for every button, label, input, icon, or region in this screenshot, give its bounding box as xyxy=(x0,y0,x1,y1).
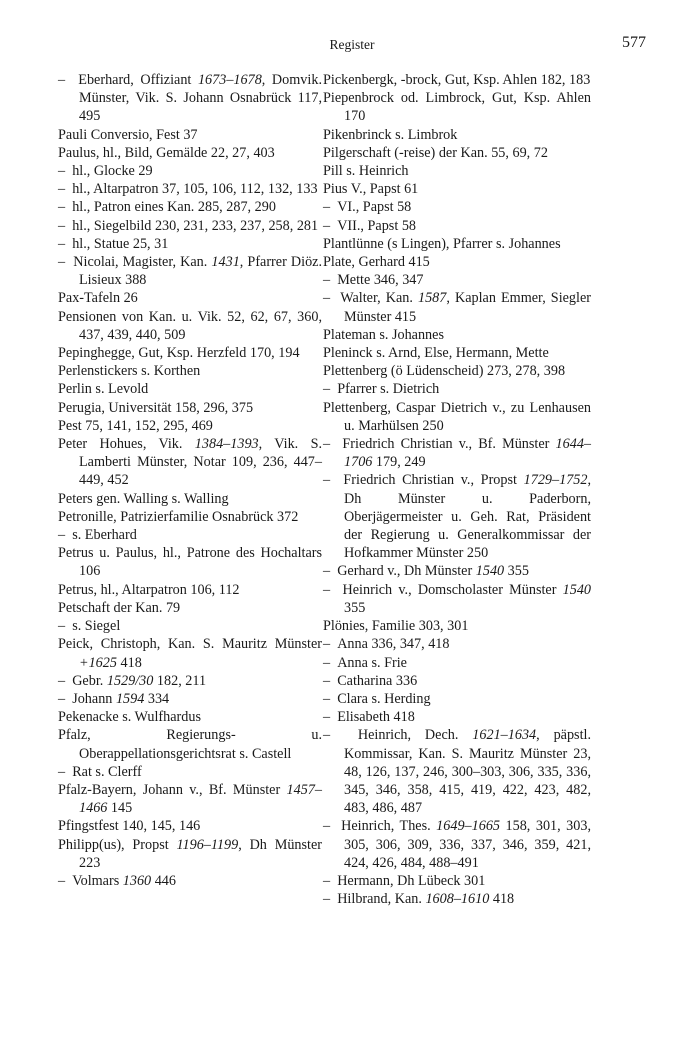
index-subentry xyxy=(323,581,591,617)
entry-text: 182, 211 xyxy=(153,672,207,689)
index-column-left xyxy=(58,71,322,890)
entry-text: Clara s. Herding xyxy=(337,690,431,707)
index-subentry xyxy=(58,180,322,198)
index-entry xyxy=(58,708,322,726)
entry-date: 1621–1634 xyxy=(472,727,537,744)
entry-text: , Domvik. Münster, Vik. S. Johann Osnabrück 117, 495 xyxy=(79,72,322,125)
entry-date: 1360 xyxy=(122,872,152,889)
index-entry xyxy=(323,89,591,125)
entry-text: 418 xyxy=(116,654,142,671)
index-subentry xyxy=(58,872,322,890)
entry-date: 1673–1678 xyxy=(197,72,262,88)
entry-text: 158, 301, 303, 305, 306, 309, 336, 337, 346, 359, 421, 424, 426, 484, 488–491 xyxy=(344,818,592,871)
entry-date: 1608–1610 xyxy=(425,891,490,908)
entry-text: Perugia, Universität 158, 296, 375 xyxy=(58,399,254,416)
entry-text: Petschaft der Kan. 79 xyxy=(58,599,181,616)
entry-text: Pill s. Heinrich xyxy=(323,163,409,180)
index-subentry xyxy=(323,380,591,398)
entry-text: Petrus, hl., Altarpatron 106, 112 xyxy=(58,581,240,598)
entry-text: Pilgerschaft (-reise) der Kan. 55, 69, 72 xyxy=(323,144,548,161)
index-entry xyxy=(58,490,322,508)
entry-date: 1587 xyxy=(417,290,447,307)
index-entry xyxy=(58,581,322,599)
entry-text: Pfingstfest 140, 145, 146 xyxy=(58,818,201,835)
entry-text: Eberhard, Offiziant xyxy=(78,72,198,88)
entry-text: Anna 336, 347, 418 xyxy=(337,636,450,653)
entry-date: 1196–1199 xyxy=(176,836,239,853)
entry-text: Perlin s. Levold xyxy=(58,381,149,398)
index-entry xyxy=(323,399,591,435)
entry-date: 1529/30 xyxy=(106,672,154,689)
index-subentry xyxy=(323,435,591,471)
index-entry xyxy=(58,399,322,417)
entry-text: , Pfarrer Diöz. Lisieux 388 xyxy=(79,254,323,289)
entry-text: Gebr. xyxy=(72,672,107,689)
index-entry xyxy=(323,326,591,344)
index-entry xyxy=(58,599,322,617)
entry-text: Nicolai, Magister, Kan. xyxy=(73,254,212,271)
entry-text: , Dh Münster u. Paderborn, Oberjägermeister u. Geh. Rat, Präsident der Regierung u. Generalkommissar der Hofkammer Münster 250 xyxy=(344,472,592,562)
index-entry xyxy=(58,544,322,580)
entry-text: Paulus, hl., Bild, Gemälde 22, 27, 403 xyxy=(58,144,275,161)
entry-date: 1540 xyxy=(475,563,505,580)
entry-text: Pickenbergk, -brock, Gut, Ksp. Ahlen 182, 183 xyxy=(323,72,591,88)
index-entry xyxy=(323,235,591,253)
entry-text: Rat s. Clerff xyxy=(72,763,142,780)
index-subentry xyxy=(323,198,591,216)
entry-text: Catharina 336 xyxy=(337,672,418,689)
entry-text: Pfalz, Regierungs- u. Oberappellationsgerichtsrat s. Castell xyxy=(58,727,322,762)
index-subentry xyxy=(58,162,322,180)
entry-date: 1644–1706 xyxy=(344,436,592,471)
entry-text: 179, 249 xyxy=(372,454,426,471)
entry-text: hl., Altarpatron 37, 105, 106, 112, 132, 133 xyxy=(72,181,318,198)
entry-text: Pax-Tafeln 26 xyxy=(58,290,138,307)
entry-text: 446 xyxy=(151,872,176,889)
index-entry xyxy=(58,308,322,344)
entry-text: Heinrich, Dech. xyxy=(357,727,473,744)
page-number: 577 xyxy=(622,34,646,51)
index-entry xyxy=(58,417,322,435)
entry-text: Plantlünne (s Lingen), Pfarrer s. Johannes xyxy=(323,235,561,252)
entry-date: 1384–1393 xyxy=(194,436,259,453)
index-subentry xyxy=(323,471,591,562)
index-entry xyxy=(323,253,591,271)
entry-text: Anna s. Frie xyxy=(337,654,407,671)
entry-text: Plönies, Familie 303, 301 xyxy=(323,618,469,635)
entry-text: , Dh Münster 223 xyxy=(79,836,322,871)
entry-text: Pikenbrinck s. Limbrok xyxy=(323,126,458,143)
index-subentry xyxy=(323,817,591,872)
index-entry xyxy=(323,180,591,198)
index-entry xyxy=(323,144,591,162)
entry-text: Friedrich Christian v., Propst xyxy=(343,472,524,489)
index-entry xyxy=(58,635,322,671)
entry-text: Pekenacke s. Wulfhardus xyxy=(58,709,201,726)
index-subentry xyxy=(323,708,591,726)
index-subentry xyxy=(58,690,322,708)
entry-text: Mette 346, 347 xyxy=(337,272,424,289)
index-entry xyxy=(58,344,322,362)
index-subentry xyxy=(58,763,322,781)
entry-text: Peter Hohues, Vik. xyxy=(58,436,195,453)
entry-date: 1594 xyxy=(115,690,145,707)
entry-text: s. Eberhard xyxy=(72,527,137,544)
entry-text: hl., Siegelbild 230, 231, 233, 237, 258, 281 xyxy=(72,217,319,234)
index-entry xyxy=(58,781,322,817)
entry-text: 355 xyxy=(344,599,366,616)
entry-text: Piepenbrock od. Limbrock, Gut, Ksp. Ahlen 170 xyxy=(323,90,591,125)
entry-date: 1457–1466 xyxy=(79,781,322,817)
entry-text: hl., Glocke 29 xyxy=(72,163,153,180)
index-subentry xyxy=(323,654,591,672)
index-entry xyxy=(323,162,591,180)
entry-text: Pius V., Papst 61 xyxy=(323,181,419,198)
entry-text: Friedrich Christian v., Bf. Münster xyxy=(342,436,556,453)
index-subentry xyxy=(58,526,322,544)
entry-text: Gerhard v., Dh Münster xyxy=(337,563,476,580)
index-subentry xyxy=(58,198,322,216)
entry-text: Pleninck s. Arnd, Else, Hermann, Mette xyxy=(323,345,549,362)
index-entry xyxy=(323,344,591,362)
entry-text: Philipp(us), Propst xyxy=(58,836,177,853)
entry-text: Hilbrand, Kan. xyxy=(337,891,426,908)
page-header xyxy=(58,34,646,58)
index-subentry xyxy=(323,726,591,817)
entry-text: Plate, Gerhard 415 xyxy=(323,254,430,271)
index-subentry xyxy=(323,890,591,908)
index-subentry xyxy=(58,672,322,690)
index-entry xyxy=(58,362,322,380)
index-subentry xyxy=(323,872,591,890)
index-subentry xyxy=(323,217,591,235)
entry-text: Plettenberg (ö Lüdenscheid) 273, 278, 398 xyxy=(323,363,566,380)
entry-text: VI., Papst 58 xyxy=(337,199,412,216)
entry-text: Heinrich, Thes. xyxy=(341,818,437,835)
index-subentry xyxy=(58,253,322,289)
index-subentry xyxy=(323,289,591,325)
index-entry xyxy=(58,836,322,872)
entry-date: 1540 xyxy=(562,581,592,598)
index-subentry xyxy=(58,617,322,635)
entry-text: 418 xyxy=(489,891,515,908)
index-entry xyxy=(58,380,322,398)
entry-text: Pauli Conversio, Fest 37 xyxy=(58,126,198,143)
index-entry xyxy=(323,71,591,89)
index-subentry xyxy=(58,71,322,126)
entry-text: Johann xyxy=(72,690,116,707)
entry-text: Volmars xyxy=(72,872,123,889)
index-subentry xyxy=(323,690,591,708)
entry-text: 334 xyxy=(144,690,170,707)
entry-text: s. Siegel xyxy=(72,618,121,635)
entry-text: Walter, Kan. xyxy=(340,290,418,307)
entry-date: 1649–1665 xyxy=(436,818,501,835)
index-entry xyxy=(58,435,322,490)
entry-text: Heinrich v., Domscholaster Münster xyxy=(342,581,563,598)
index-entry xyxy=(323,362,591,380)
index-entry xyxy=(323,617,591,635)
entry-text: , Vik. S. Lamberti Münster, Notar 109, 236, 447–449, 452 xyxy=(79,436,323,489)
entry-text: , päpstl. Kommissar, Kan. S. Mauritz Münster 23, 48, 126, 137, 246, 300–303, 306, 335, 336, 345, 346, 358, 415, 419, 422, 423, 482, 483, 486, 487 xyxy=(344,727,592,817)
entry-text: Peick, Christoph, Kan. S. Mauritz Münster xyxy=(58,636,322,653)
index-subentry xyxy=(58,217,322,235)
entry-text: Peters gen. Walling s. Walling xyxy=(58,490,229,507)
entry-text: , Kaplan Emmer, Siegler Münster 415 xyxy=(344,290,591,325)
entry-text: Elisabeth 418 xyxy=(337,709,415,726)
entry-text: Plettenberg, Caspar Dietrich v., zu Lenhausen u. Marhülsen 250 xyxy=(323,399,591,434)
entry-text: hl., Statue 25, 31 xyxy=(72,235,169,252)
entry-text: Pfalz-Bayern, Johann v., Bf. Münster xyxy=(58,781,287,798)
index-entry xyxy=(58,508,322,526)
entry-text: Pensionen von Kan. u. Vik. 52, 62, 67, 360, 437, 439, 440, 509 xyxy=(58,308,322,343)
index-subentry xyxy=(323,271,591,289)
running-title: Register xyxy=(329,37,375,52)
index-subentry xyxy=(58,235,322,253)
entry-text: Petrus u. Paulus, hl., Patrone des Hochaltars 106 xyxy=(58,545,322,580)
index-entry xyxy=(323,126,591,144)
entry-date: 1431 xyxy=(211,254,240,271)
entry-text: Plateman s. Johannes xyxy=(323,326,444,343)
entry-text: Hermann, Dh Lübeck 301 xyxy=(337,872,486,889)
entry-text: hl., Patron eines Kan. 285, 287, 290 xyxy=(72,199,276,216)
entry-date: 1729–1752 xyxy=(523,472,588,489)
index-subentry xyxy=(323,562,591,580)
index-subentry xyxy=(323,672,591,690)
entry-text: 145 xyxy=(107,800,133,817)
index-subentry xyxy=(323,635,591,653)
entry-text: Petronille, Patrizierfamilie Osnabrück 372 xyxy=(58,508,299,525)
entry-text: 355 xyxy=(504,563,529,580)
entry-text: VII., Papst 58 xyxy=(337,217,417,234)
entry-text: Pfarrer s. Dietrich xyxy=(337,381,440,398)
entry-text: Pepinghegge, Gut, Ksp. Herzfeld 170, 194 xyxy=(58,345,300,362)
entry-date: +1625 xyxy=(79,654,117,671)
index-column-right xyxy=(323,71,591,908)
index-entry xyxy=(58,289,322,307)
entry-text: Perlenstickers s. Korthen xyxy=(58,363,201,380)
entry-text: Pest 75, 141, 152, 295, 469 xyxy=(58,417,213,434)
index-entry xyxy=(58,726,322,762)
index-entry xyxy=(58,817,322,835)
index-entry xyxy=(58,144,322,162)
index-entry xyxy=(58,126,322,144)
